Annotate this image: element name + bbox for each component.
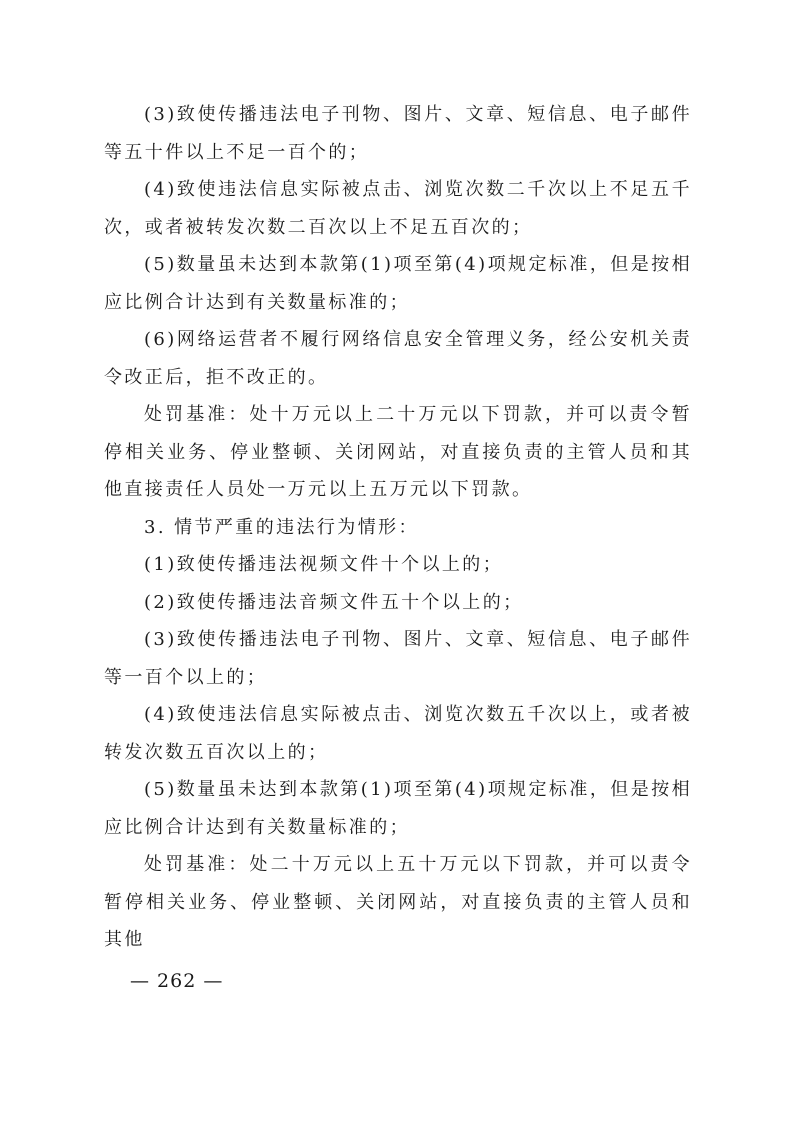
paragraph-item-5-proportional-total: (5)数量虽未达到本款第(1)项至第(4)项规定标准，但是按相应比例合计达到有关数量标准的；: [104, 254, 692, 313]
paragraph-item-3-publications-hundred: (3)致使传播违法电子刊物、图片、文章、短信息、电子邮件等一百个以上的；: [104, 629, 692, 688]
paragraph-item-5-proportional-total-2: (5)数量虽未达到本款第(1)项至第(4)项规定标准，但是按相应比例合计达到有关数量标准的；: [104, 779, 692, 838]
paragraph-item-4-clicks-views: (4)致使违法信息实际被点击、浏览次数二千次以上不足五千次，或者被转发次数二百次以上不足五百次的；: [104, 179, 692, 238]
paragraph-penalty-standard-serious: 处罚基准：处十万元以上二十万元以下罚款，并可以责令暂停相关业务、停业整顿、关闭网站，对直接负责的主管人员和其他直接责任人员处一万元以上五万元以下罚款。: [104, 404, 692, 500]
section-heading-especially-serious: 3. 情节严重的违法行为情形：: [144, 516, 419, 538]
paragraph-item-1-video-files: (1)致使传播违法视频文件十个以上的；: [144, 554, 504, 575]
page-body: [104, 96, 692, 959]
paragraph-item-6-operator-refusal: (6)网络运营者不履行网络信息安全管理义务，经公安机关责令改正后，拒不改正的。: [104, 329, 692, 388]
paragraph-item-3-spread-publications: (3)致使传播违法电子刊物、图片、文章、短信息、电子邮件等五十件以上不足一百个的；: [104, 104, 692, 163]
paragraph-penalty-standard-especially-serious: 处罚基准：处二十万元以上五十万元以下罚款，并可以责令暂停相关业务、停业整顿、关闭网站，对直接负责的主管人员和其他: [104, 854, 692, 950]
paragraph-item-4-clicks-five-thousand: (4)致使违法信息实际被点击、浏览次数五千次以上，或者被转发次数五百次以上的；: [104, 704, 692, 763]
page-number: — 262 —: [130, 970, 224, 992]
paragraph-item-2-audio-files: (2)致使传播违法音频文件五十个以上的；: [144, 591, 524, 613]
